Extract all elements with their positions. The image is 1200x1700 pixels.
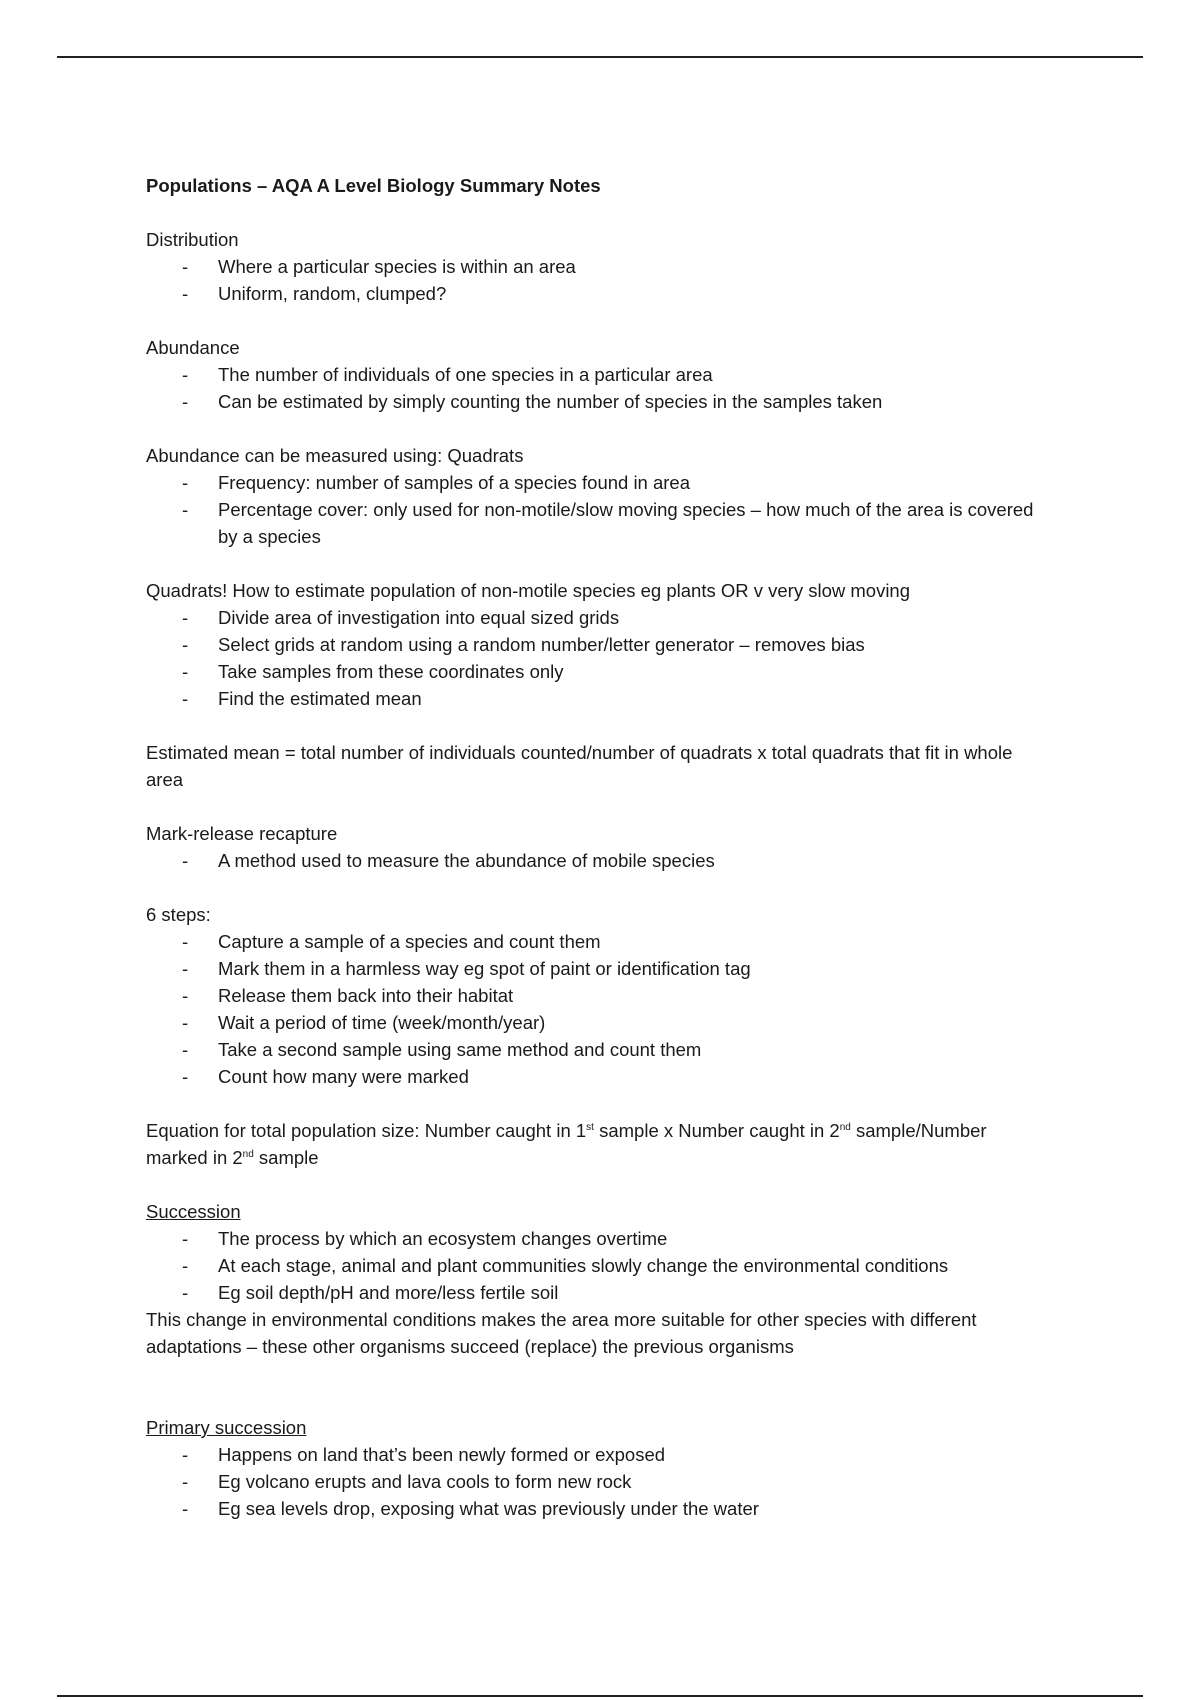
dash-bullet: - [182, 1255, 189, 1276]
list-item: - Uniform, random, clumped? [146, 280, 1046, 307]
document-body [146, 172, 1046, 1522]
list-item: - Eg sea levels drop, exposing what was previously under the water [146, 1495, 1046, 1522]
heading-mark-release: Mark-release recapture [146, 823, 338, 844]
list-abundance-measured [146, 469, 1046, 550]
list-six-steps [146, 928, 1046, 1090]
dash-bullet: - [182, 1282, 189, 1303]
dash-bullet: - [182, 472, 189, 493]
dash-bullet: - [182, 1228, 189, 1249]
list-abundance [146, 361, 1046, 415]
list-primary-succession [146, 1441, 1046, 1522]
list-item: - Happens on land that’s been newly formed or exposed [146, 1441, 1046, 1468]
list-item: - Count how many were marked [146, 1063, 1046, 1090]
list-item: - Find the estimated mean [146, 685, 1046, 712]
estimated-mean-formula: Estimated mean = total number of individuals counted/number of quadrats x total quadrats that fit in whole area [146, 742, 1013, 790]
list-item: - Capture a sample of a species and count them [146, 928, 1046, 955]
heading-primary-succession: Primary succession [146, 1417, 307, 1438]
list-item: - At each stage, animal and plant communities slowly change the environmental conditions [146, 1252, 1046, 1279]
succession-paragraph: This change in environmental conditions makes the area more suitable for other species with different adaptations – these other organisms succeed (replace) the previous organisms [146, 1309, 977, 1357]
list-item: - Frequency: number of samples of a species found in area [146, 469, 1046, 496]
list-item: - Mark them in a harmless way eg spot of paint or identification tag [146, 955, 1046, 982]
list-mark-release [146, 847, 1046, 874]
dash-bullet: - [182, 958, 189, 979]
dash-bullet: - [182, 1066, 189, 1087]
dash-bullet: - [182, 256, 189, 277]
list-item: - Wait a period of time (week/month/year) [146, 1009, 1046, 1036]
list-item: - Where a particular species is within an area [146, 253, 1046, 280]
dash-bullet: - [182, 661, 189, 682]
dash-bullet: - [182, 364, 189, 385]
heading-six-steps: 6 steps: [146, 904, 211, 925]
dash-bullet: - [182, 688, 189, 709]
heading-succession: Succession [146, 1201, 241, 1222]
list-item: - The number of individuals of one species in a particular area [146, 361, 1046, 388]
dash-bullet: - [182, 499, 189, 520]
heading-quadrats: Quadrats! How to estimate population of non-motile species eg plants OR v very slow moving [146, 580, 911, 601]
heading-distribution: Distribution [146, 229, 239, 250]
list-item: - Eg soil depth/pH and more/less fertile soil [146, 1279, 1046, 1306]
list-item: - Eg volcano erupts and lava cools to form new rock [146, 1468, 1046, 1495]
header-rule [57, 56, 1143, 58]
list-item: - Take samples from these coordinates only [146, 658, 1046, 685]
list-item: - Take a second sample using same method and count them [146, 1036, 1046, 1063]
heading-abundance: Abundance [146, 337, 240, 358]
dash-bullet: - [182, 1012, 189, 1033]
list-distribution [146, 253, 1046, 307]
dash-bullet: - [182, 931, 189, 952]
heading-abundance-measured: Abundance can be measured using: Quadrats [146, 445, 524, 466]
dash-bullet: - [182, 1444, 189, 1465]
list-item: - The process by which an ecosystem changes overtime [146, 1225, 1046, 1252]
dash-bullet: - [182, 634, 189, 655]
footer-rule [57, 1695, 1143, 1697]
list-item: - Select grids at random using a random number/letter generator – removes bias [146, 631, 1046, 658]
dash-bullet: - [182, 391, 189, 412]
list-item: - Release them back into their habitat [146, 982, 1046, 1009]
population-size-equation: Equation for total population size: Number caught in 1st sample x Number caught in 2nd sample/Number marked in 2nd sample [146, 1120, 987, 1168]
list-item: - Percentage cover: only used for non-motile/slow moving species – how much of the area is covered by a species [146, 496, 1046, 550]
list-quadrats [146, 604, 1046, 712]
dash-bullet: - [182, 985, 189, 1006]
dash-bullet: - [182, 1039, 189, 1060]
list-item: - Can be estimated by simply counting the number of species in the samples taken [146, 388, 1046, 415]
document-title: Populations – AQA A Level Biology Summary Notes [146, 175, 601, 196]
dash-bullet: - [182, 283, 189, 304]
list-item: - A method used to measure the abundance of mobile species [146, 847, 1046, 874]
dash-bullet: - [182, 607, 189, 628]
list-item: - Divide area of investigation into equal sized grids [146, 604, 1046, 631]
dash-bullet: - [182, 1471, 189, 1492]
dash-bullet: - [182, 1498, 189, 1519]
list-succession [146, 1225, 1046, 1306]
dash-bullet: - [182, 850, 189, 871]
